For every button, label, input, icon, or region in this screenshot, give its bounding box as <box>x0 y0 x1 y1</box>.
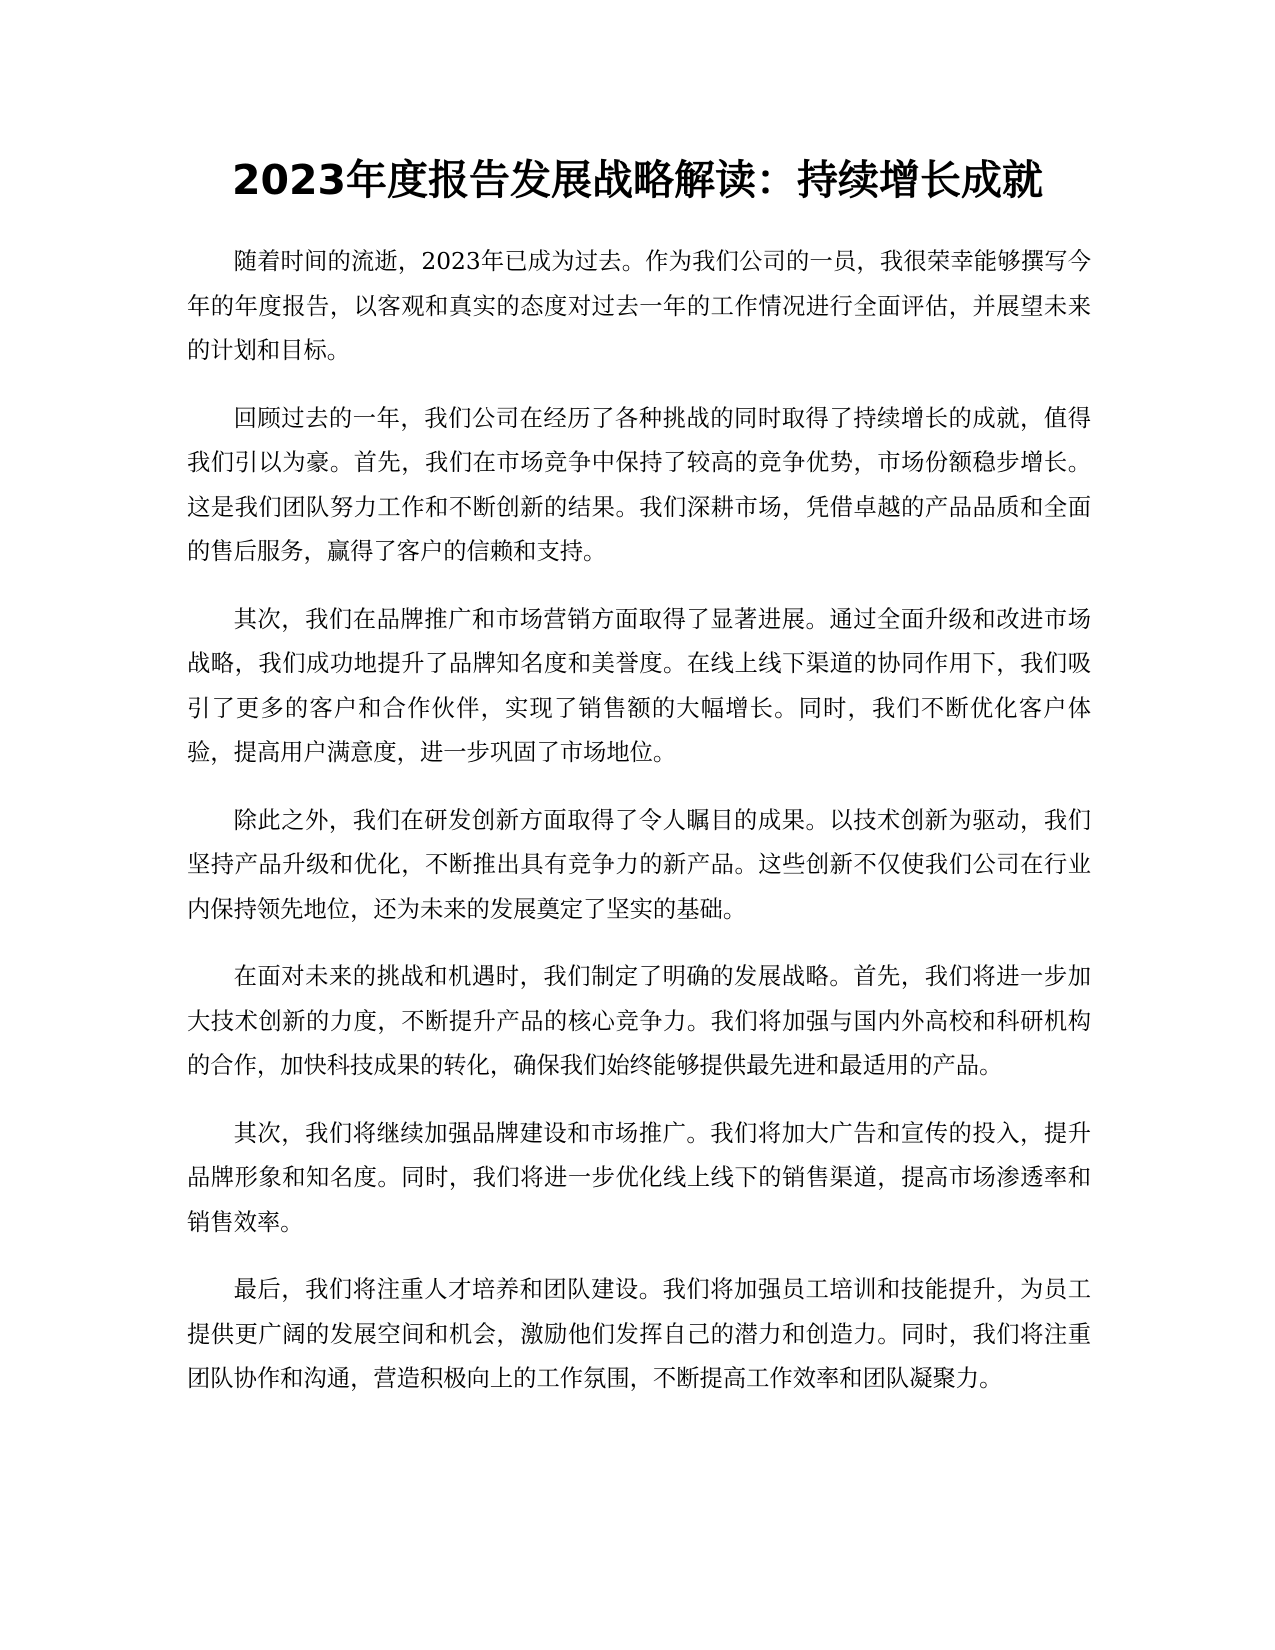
paragraph-3: 其次，我们在品牌推广和市场营销方面取得了显著进展。通过全面升级和改进市场战略，我们成功地提升了品牌知名度和美誉度。在线上线下渠道的协同作用下，我们吸引了更多的客户和合作伙伴，实现了销售额的大幅增长。同时，我们不断优化客户体验，提高用户满意度，进一步巩固了市场地位。 <box>187 605 1091 766</box>
paragraph-2: 回顾过去的一年，我们公司在经历了各种挑战的同时取得了持续增长的成就，值得我们引以为豪。首先，我们在市场竞争中保持了较高的竞争优势，市场份额稳步增长。这是我们团队努力工作和不断创新的结果。我们深耕市场，凭借卓越的产品品质和全面的售后服务，赢得了客户的信赖和支持。 <box>187 404 1091 565</box>
paragraph-6: 其次，我们将继续加强品牌建设和市场推广。我们将加大广告和宣传的投入，提升品牌形象和知名度。同时，我们将进一步优化线上线下的销售渠道，提高市场渗透率和销售效率。 <box>187 1119 1091 1236</box>
paragraph-1: 随着时间的流逝，2023年已成为过去。作为我们公司的一员，我很荣幸能够撰写今年的年度报告，以客观和真实的态度对过去一年的工作情况进行全面评估，并展望未来的计划和目标。 <box>187 248 1091 364</box>
document-title: 2023年度报告发展战略解读：持续增长成就 <box>231 156 1044 204</box>
paragraph-7: 最后，我们将注重人才培养和团队建设。我们将加强员工培训和技能提升，为员工提供更广阔的发展空间和机会，激励他们发挥自己的潜力和创造力。同时，我们将注重团队协作和沟通，营造积极向上的工作氛围，不断提高工作效率和团队凝聚力。 <box>187 1276 1091 1392</box>
paragraph-4: 除此之外，我们在研发创新方面取得了令人瞩目的成果。以技术创新为驱动，我们坚持产品升级和优化，不断推出具有竞争力的新产品。这些创新不仅使我们公司在行业内保持领先地位，还为未来的发展奠定了坚实的基础。 <box>187 806 1091 923</box>
document-body <box>187 240 1091 1425</box>
paragraph-5: 在面对未来的挑战和机遇时，我们制定了明确的发展战略。首先，我们将进一步加大技术创新的力度，不断提升产品的核心竞争力。我们将加强与国内外高校和科研机构的合作，加快科技成果的转化，确保我们始终能够提供最先进和最适用的产品。 <box>187 963 1091 1079</box>
